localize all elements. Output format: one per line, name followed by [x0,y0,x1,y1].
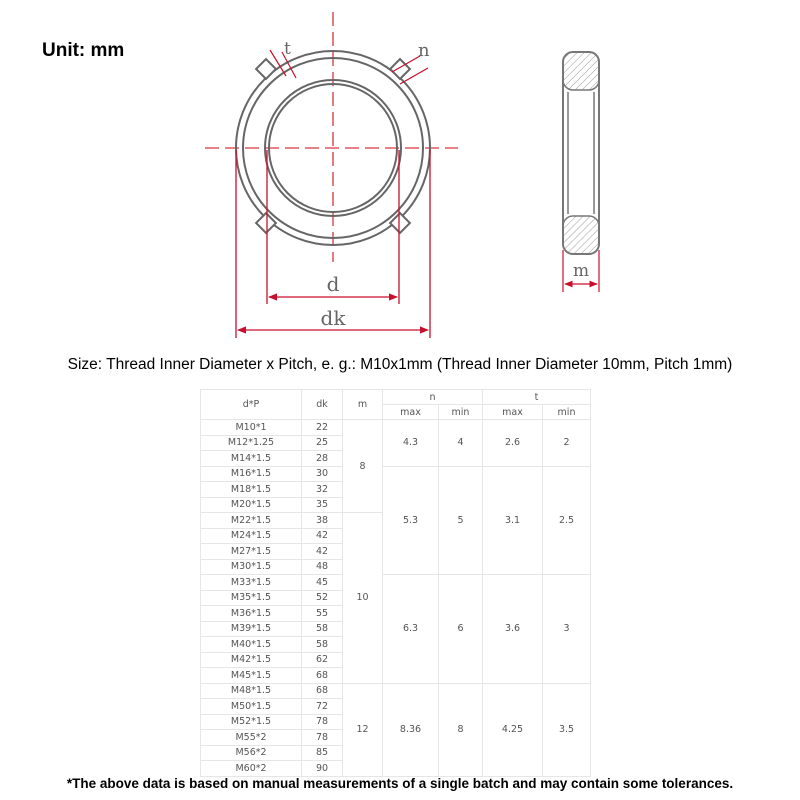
cell-dk: 68 [302,683,343,699]
d-label: d [326,272,340,296]
t-label: t [284,39,291,59]
table-row [201,683,591,699]
unit-label: Unit: mm [42,40,125,61]
cell-dp: M12*1.25 [201,435,302,451]
cell-dp: M42*1.5 [201,652,302,668]
cell-dp: M40*1.5 [201,637,302,653]
cell-m: 12 [343,683,383,776]
cell-dk: 85 [302,745,343,761]
cell-dp: M18*1.5 [201,482,302,498]
cell-dp: M20*1.5 [201,497,302,513]
cell-dk: 28 [302,451,343,467]
cell-dk: 22 [302,420,343,436]
cell-dk: 55 [302,606,343,622]
cell-dp: M30*1.5 [201,559,302,575]
cell-t-min: 3 [543,575,591,684]
cell-t-max: 3.6 [483,575,543,684]
cell-dp: M27*1.5 [201,544,302,560]
lock-nut-drawing [0,0,800,350]
cell-dp: M60*2 [201,761,302,777]
spec-table [200,389,591,777]
cell-t-max: 3.1 [483,466,543,575]
cell-n-max: 6.3 [383,575,439,684]
cell-dp: M50*1.5 [201,699,302,715]
cell-dp: M48*1.5 [201,683,302,699]
cell-dk: 58 [302,621,343,637]
cell-dk: 30 [302,466,343,482]
table-row [201,420,591,436]
cell-dk: 32 [302,482,343,498]
cell-t-max: 4.25 [483,683,543,776]
cell-dk: 68 [302,668,343,684]
cell-n-min: 4 [439,420,483,467]
cell-dk: 25 [302,435,343,451]
cell-dk: 35 [302,497,343,513]
cell-dp: M22*1.5 [201,513,302,529]
cell-t-min: 3.5 [543,683,591,776]
m-label: m [572,261,590,281]
cell-dp: M39*1.5 [201,621,302,637]
footnote: *The above data is based on manual measurements of a single batch and may contain some tolerances. [66,776,734,791]
nut-side-view [563,52,599,254]
cell-dk: 58 [302,637,343,653]
n-label: n [418,40,430,61]
header-t: t [483,390,591,405]
cell-m: 10 [343,513,383,684]
cell-n-max: 8.36 [383,683,439,776]
cell-dp: M33*1.5 [201,575,302,591]
cell-dk: 90 [302,761,343,777]
cell-n-min: 6 [439,575,483,684]
cell-dp: M56*2 [201,745,302,761]
cell-dk: 78 [302,714,343,730]
cell-dk: 38 [302,513,343,529]
cell-t-max: 2.6 [483,420,543,467]
cell-dp: M36*1.5 [201,606,302,622]
cell-n-min: 5 [439,466,483,575]
dk-label: dk [320,306,346,330]
cell-dp: M52*1.5 [201,714,302,730]
header-m: m [343,390,383,420]
cell-dp: M16*1.5 [201,466,302,482]
size-note: Size: Thread Inner Diameter x Pitch, e. g.: M10x1mm (Thread Inner Diameter 10mm, Pitch 1mm) [67,356,733,373]
header-dp: d*P [201,390,302,420]
cell-dk: 45 [302,575,343,591]
cell-dp: M10*1 [201,420,302,436]
table-row [201,575,591,591]
table-header-row [201,390,591,405]
cell-dk: 52 [302,590,343,606]
cell-n-min: 8 [439,683,483,776]
header-n-min: min [439,405,483,420]
cell-dp: M35*1.5 [201,590,302,606]
cell-dp: M45*1.5 [201,668,302,684]
cell-dk: 78 [302,730,343,746]
cell-m: 8 [343,420,383,513]
cell-dk: 48 [302,559,343,575]
cell-n-max: 5.3 [383,466,439,575]
cell-n-max: 4.3 [383,420,439,467]
cell-dk: 42 [302,544,343,560]
header-t-min: min [543,405,591,420]
header-dk: dk [302,390,343,420]
header-n: n [383,390,483,405]
header-t-max: max [483,405,543,420]
cell-dk: 42 [302,528,343,544]
cell-dp: M55*2 [201,730,302,746]
cell-dk: 62 [302,652,343,668]
cell-dp: M14*1.5 [201,451,302,467]
cell-dk: 72 [302,699,343,715]
header-n-max: max [383,405,439,420]
cell-t-min: 2.5 [543,466,591,575]
cell-dp: M24*1.5 [201,528,302,544]
table-row [201,466,591,482]
cell-t-min: 2 [543,420,591,467]
